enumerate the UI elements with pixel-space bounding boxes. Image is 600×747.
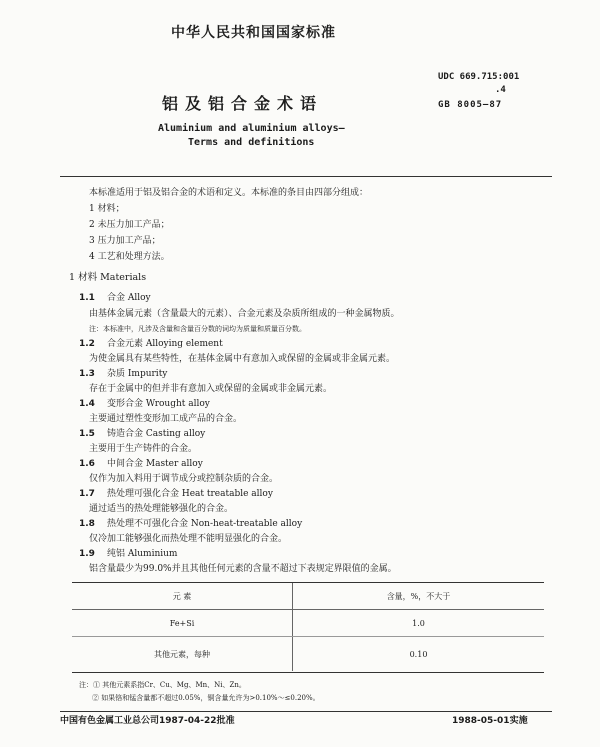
intro-item: 1 材料； <box>89 204 125 214</box>
term-name: 纯铝 Aluminium <box>107 549 178 559</box>
udc-code: UDC 669.715:001 <box>438 72 520 82</box>
term-name: 铸造合金 Casting alloy <box>107 429 206 439</box>
document-title: 铝及铝合金术语 <box>162 94 324 113</box>
table-cell-content: 0.10 <box>409 649 428 659</box>
term-number: 1.3 <box>79 369 95 379</box>
term-definition: 主要用于生产铸件的合金。 <box>89 444 198 454</box>
term-name: 杂质 Impurity <box>107 369 168 379</box>
term-number: 1.2 <box>79 339 95 349</box>
table-header-element: 元 素 <box>72 583 293 610</box>
approval-date: 中国有色金属工业总公司1987-04-22批准 <box>60 716 235 726</box>
header-rule <box>60 176 552 177</box>
term-number: 1.9 <box>79 549 95 559</box>
term-number: 1.6 <box>79 459 95 469</box>
table-row <box>72 637 544 672</box>
intro-text: 本标准适用于铝及铝合金的术语和定义。本标准的条目由四部分组成： <box>89 188 369 198</box>
gb-code: GB 8005—87 <box>438 100 503 110</box>
term-heading <box>79 339 223 350</box>
term-definition: 主要通过塑性变形加工成产品的合金。 <box>89 414 243 424</box>
table-note: ② 如果铬和锰含量都不超过0.05%，铜含量允许为>0.10%～≤0.20%。 <box>92 694 320 702</box>
term-definition: 仅作为加入料用于调节成分或控制杂质的合金。 <box>89 474 279 484</box>
term-heading <box>79 519 302 530</box>
term-definition: 通过适当的热处理能够强化的合金。 <box>89 504 234 514</box>
term-definition: 铝含量最少为99.0%并且其他任何元素的含量不超过下表规定界限值的金属。 <box>89 564 397 574</box>
term-number: 1.5 <box>79 429 95 439</box>
table-header-row <box>72 583 544 610</box>
term-definition: 为使金属具有某些特性，在基体金属中有意加入或保留的金属或非金属元素。 <box>89 354 396 364</box>
english-title-line2: Terms and definitions <box>188 137 315 148</box>
term-name: 热处理不可强化合金 Non-heat-treatable alloy <box>107 519 303 529</box>
table-cell-content: 1.0 <box>293 610 545 637</box>
term-definition: 存在于金属中的但并非有意加入或保留的金属或非金属元素。 <box>89 384 333 394</box>
term-name: 热处理可强化合金 Heat treatable alloy <box>107 489 273 499</box>
section-heading: 1 材料 Materials <box>69 272 147 283</box>
term-number: 1.7 <box>79 489 95 499</box>
table-header-content: 含量，%，不大于 <box>293 583 545 610</box>
udc-code-continued: .4 <box>495 85 506 95</box>
standard-header: 中华人民共和国国家标准 <box>171 25 336 41</box>
intro-item: 2 未压力加工产品； <box>89 220 170 230</box>
intro-item: 4 工艺和处理方法。 <box>89 252 170 262</box>
term-heading <box>79 293 151 304</box>
term-heading <box>79 549 177 560</box>
term-heading <box>79 459 203 470</box>
term-heading <box>79 369 167 380</box>
table-note: 注：① 其他元素系指Cr、Cu、Mg、Mn、Ni、Zn。 <box>79 681 246 689</box>
intro-item: 3 压力加工产品； <box>89 236 161 246</box>
term-number: 1.4 <box>79 399 95 409</box>
table-cell-element: Fe+Si <box>72 610 293 637</box>
table-row <box>72 610 544 637</box>
effective-date: 1988-05-01实施 <box>452 716 528 726</box>
term-name: 合金 Alloy <box>107 293 151 303</box>
term-note: 注：本标准中，凡涉及含量和含量百分数的词均为质量和质量百分数。 <box>89 325 306 333</box>
term-heading <box>79 399 210 410</box>
footer-rule <box>60 711 552 712</box>
term-name: 中间合金 Master alloy <box>107 459 203 469</box>
term-definition: 由基体金属元素（含量最大的元素）、合金元素及杂质所组成的一种金属物质。 <box>89 309 400 319</box>
table-cell-element: 其他元素，每种 <box>72 637 293 672</box>
english-title-line1: Aluminium and aluminium alloys— <box>158 123 345 134</box>
term-number: 1.8 <box>79 519 95 529</box>
impurity-limits-table <box>72 583 544 671</box>
term-heading <box>79 429 205 440</box>
term-definition: 仅冷加工能够强化而热处理不能明显强化的合金。 <box>89 534 288 544</box>
term-number: 1.1 <box>79 293 95 303</box>
term-heading <box>79 489 273 500</box>
term-name: 变形合金 Wrought alloy <box>107 399 210 409</box>
term-name: 合金元素 Alloying element <box>107 339 223 349</box>
table-bottom-rule <box>72 672 544 673</box>
